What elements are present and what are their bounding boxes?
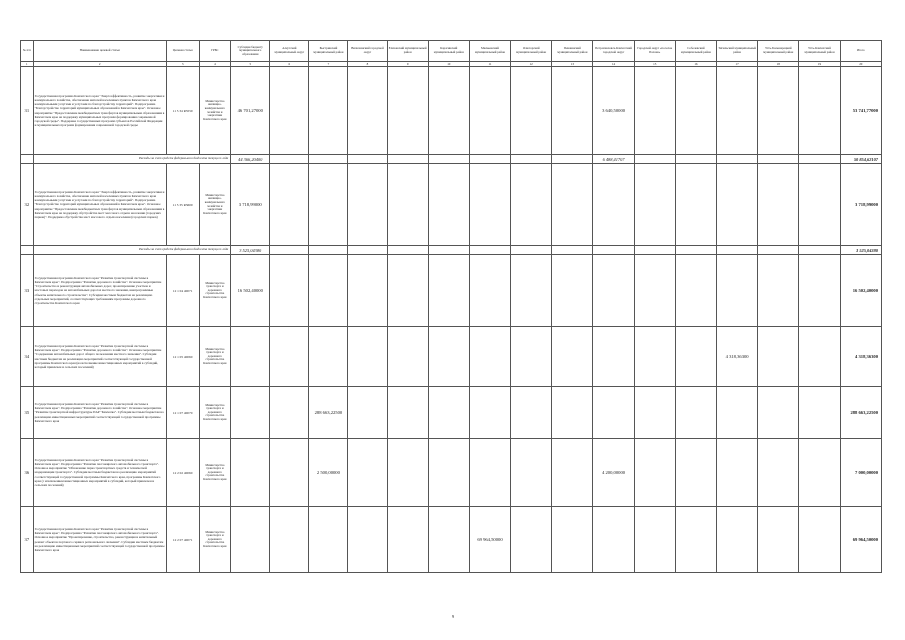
executor: Министерство транспорта и дорожного строительства Камчатского края [199, 255, 231, 327]
header-cell: № п/п [21, 41, 34, 62]
row-description: Государственная программа Камчатского края "Развитие транспортной системы в Камчатском крае". Подпрограмма "Развитие дорожного хозяйства". Основное мероприятие "Развитие транспортной инфраструктуры ПАР "Камчатка". Субсидии местным бюджетам на реализацию инвестиционных мероприятий соответствующей государственной программы Камчатского края [33, 387, 166, 439]
row-description: Государственная программа Камчатского края "Энергоэффективность, развитие энергетики и коммунального хозяйства, обеспечение жителей населенных пунктов Камчатского края коммунальными услугами и услугами по благоустройству территорий". Подпрограмма "Благоустройство территорий муниципальных образований в Камчатском крае". Основное мероприятие "Предоставление межбюджетных трансфертов муниципальным образованиям в Камчатском крае на поддержку муниципальных программ формирования современной городской среды". Поддержка государственных программ субъектов Российской Федерации и муниципальных программ формирования современной городской среды [33, 67, 166, 155]
cell-c7: 2 500,00000 [309, 439, 348, 507]
header-cell: Вилючинский городской округ [348, 41, 387, 62]
cell-c5: 16 502,40000 [231, 255, 270, 327]
table-row [21, 507, 882, 573]
subrow [21, 246, 882, 255]
row-total: 53 741,77000 [840, 67, 881, 155]
row-total: 16 502,40000 [840, 255, 881, 327]
column-number: 5 [231, 62, 270, 67]
column-number: 18 [758, 62, 799, 67]
row-number: 31 [21, 67, 34, 155]
cell-c7: 288 663,22500 [309, 387, 348, 439]
header-cell: Быстринский муниципальный район [309, 41, 348, 62]
column-number: 11 [469, 62, 510, 67]
row-description: Государственная программа Камчатского края "Развитие транспортной системы в Камчатском крае". Подпрограмма "Развитие дорожного хозяйства". Основное мероприятие "Строительство и реконструкция автомобильных дорог, проектирование участков и мостовых переходов на автомобильных дорогах местного значения, внепрограммные объекты капитального строительства". Субсидии местным бюджетам на реализацию отдельных мероприятий, соответствующих требованиям программы дорожного строительства Камчатского края [33, 255, 166, 327]
table-row [21, 67, 882, 155]
cell-c5: 46 701,27000 [231, 67, 270, 155]
column-number: 1 [21, 62, 34, 67]
header-cell: Карагинский муниципальный район [428, 41, 469, 62]
executor: Министерство транспорта и дорожного строительства Камчатского края [199, 439, 231, 507]
header-row [21, 41, 882, 62]
subrow-value: 3 525,04380 [231, 246, 270, 255]
column-number: 20 [840, 62, 881, 67]
header-cell: Соболевский муниципальный район [675, 41, 716, 62]
target-code: 12 1 05 40060 [166, 327, 199, 387]
table-row [21, 255, 882, 327]
cell-c14: 4 200,00000 [593, 439, 634, 507]
header-cell: Усть-Камчатский муниципальный район [799, 41, 840, 62]
column-number: 8 [348, 62, 387, 67]
column-number: 2 [33, 62, 166, 67]
executor: Министерство транспорта и дорожного строительства Камчатского края [199, 507, 231, 573]
subrow-label: Расходы за счет средств федерального бюджета текущего года [33, 155, 231, 164]
row-total: 3 718,99000 [840, 164, 881, 246]
column-number: 15 [634, 62, 675, 67]
column-number: 14 [593, 62, 634, 67]
row-number: 36 [21, 439, 34, 507]
header-cell: Алеутский муниципальный округ [270, 41, 309, 62]
page-number: 9 [451, 614, 455, 619]
header-cell: Тигильский муниципальный район [717, 41, 758, 62]
row-number: 37 [21, 507, 34, 573]
target-code: 12 1 04 40071 [166, 255, 199, 327]
column-number: 3 [166, 62, 199, 67]
document-page [20, 40, 882, 573]
row-description: Государственная программа Камчатского края "Развитие транспортной системы в Камчатском крае". Подпрограмма "Развитие пассажирского автомобильного транспорта". Основное мероприятие "Обновление парка транспортных средств и технической модернизации транспорта". Субсидии местным бюджетам на реализацию мероприятий соответствующей государственной программы Камчатского края, программы Камчатского края (с исключением инвестиционных мероприятий в субсидий, который привлечен и сельских поселений) [33, 439, 166, 507]
header-cell: Субсидия бюджету муниципального образования [231, 41, 270, 62]
subrow-total: 50 854,62107 [840, 155, 881, 164]
header-cell: Мильковский муниципальный район [469, 41, 510, 62]
target-code: 12 2 07 40071 [166, 507, 199, 573]
header-cell: Итого [840, 41, 881, 62]
column-number: 6 [270, 62, 309, 67]
column-number: 19 [799, 62, 840, 67]
target-code: 11 5 35 R5600 [166, 164, 199, 246]
row-number: 32 [21, 164, 34, 246]
cell-c14: 3 640,50000 [593, 67, 634, 155]
header-cell: Пенжинский муниципальный район [552, 41, 593, 62]
subrow-value: 6 488,41707 [593, 155, 634, 164]
header-cell: Городской округ «поселок Палана» [634, 41, 675, 62]
executor: Министерство жилищно-коммунального хозяйства и энергетики Камчатского края [199, 164, 231, 246]
column-number: 17 [717, 62, 758, 67]
subsidy-table [20, 40, 882, 573]
target-code: 11 5 34 R5550 [166, 67, 199, 155]
subrow [21, 155, 882, 164]
table-row [21, 387, 882, 439]
header-cell: Целевая статья [166, 41, 199, 62]
cell-c17: 4 318,36300 [717, 327, 758, 387]
row-description: Государственная программа Камчатского края "Развитие транспортной системы в Камчатском крае". Подпрограмма "Развитие дорожного хозяйства". Основное мероприятие "Содержание автомобильных дорог общего пользования местного значения". Субсидии местным бюджетам на реализацию мероприятий соответствующей государственной программы Камчатского края (на исполнение инвестиционных мероприятий в субсидий, который привлечен и сельских поселений) [33, 327, 166, 387]
subrow-total: 3 525,04380 [840, 246, 881, 255]
executor: Министерство транспорта и дорожного строительства Камчатского края [199, 387, 231, 439]
header-cell: Наименование целевой статьи [33, 41, 166, 62]
column-number: 16 [675, 62, 716, 67]
target-code: 12 2 02 40060 [166, 439, 199, 507]
column-number: 9 [387, 62, 428, 67]
row-total: 69 964,50000 [840, 507, 881, 573]
subrow-value: 44 366,20400 [231, 155, 270, 164]
executor: Министерство жилищно-коммунального хозяйства и энергетики Камчатского края [199, 67, 231, 155]
table-row [21, 164, 882, 246]
table-row [21, 439, 882, 507]
executor: Министерство транспорта и дорожного строительства Камчатского края [199, 327, 231, 387]
column-number: 4 [199, 62, 231, 67]
row-number: 33 [21, 255, 34, 327]
cell-c5: 3 718,99000 [231, 164, 270, 246]
cell-c11: 69 964,50000 [469, 507, 510, 573]
row-number: 34 [21, 327, 34, 387]
header-cell: ГРБС [199, 41, 231, 62]
column-number: 7 [309, 62, 348, 67]
header-cell: Елизовский муниципальный район [387, 41, 428, 62]
subrow-label: Расходы за счет средств федерального бюджета текущего года [33, 246, 231, 255]
row-description: Государственная программа Камчатского края "Энергоэффективность, развитие энергетики и коммунального хозяйства, обеспечение жителей населенных пунктов Камчатского края коммунальными услугами и услугами по благоустройству территорий". Подпрограмма "Благоустройство территорий муниципальных образований в Камчатском крае". Основное мероприятие "Предоставление межбюджетных трансфертов муниципальным образованиям в Камчатском крае на поддержку обустройства мест массового отдыха населения (городских парков)". Поддержка обустройства мест массового отдыха населения (городских парков) [33, 164, 166, 246]
header-cell: Олюторский муниципальный район [511, 41, 552, 62]
header-cell: Петропавловск-Камчатский городской округ [593, 41, 634, 62]
row-total: 4 318,36300 [840, 327, 881, 387]
target-code: 12 1 07 40070 [166, 387, 199, 439]
row-number: 35 [21, 387, 34, 439]
row-description: Государственная программа Камчатского края "Развитие транспортной системы в Камчатском крае". Подпрограмма "Развитие пассажирского автомобильного транспорта". Основное мероприятие "Проектирование, строительство, реконструкция и капитальный ремонт объектов портового сервиса регионального значения". Субсидии местным бюджетам на реализацию инвестиционных мероприятий соответствующей государственной программы Камчатского края [33, 507, 166, 573]
row-total: 7 000,00000 [840, 439, 881, 507]
row-total: 288 663,22500 [840, 387, 881, 439]
table-row [21, 327, 882, 387]
column-number: 12 [511, 62, 552, 67]
header-cell: Усть-Большерецкий муниципальный район [758, 41, 799, 62]
column-number: 10 [428, 62, 469, 67]
column-number: 13 [552, 62, 593, 67]
